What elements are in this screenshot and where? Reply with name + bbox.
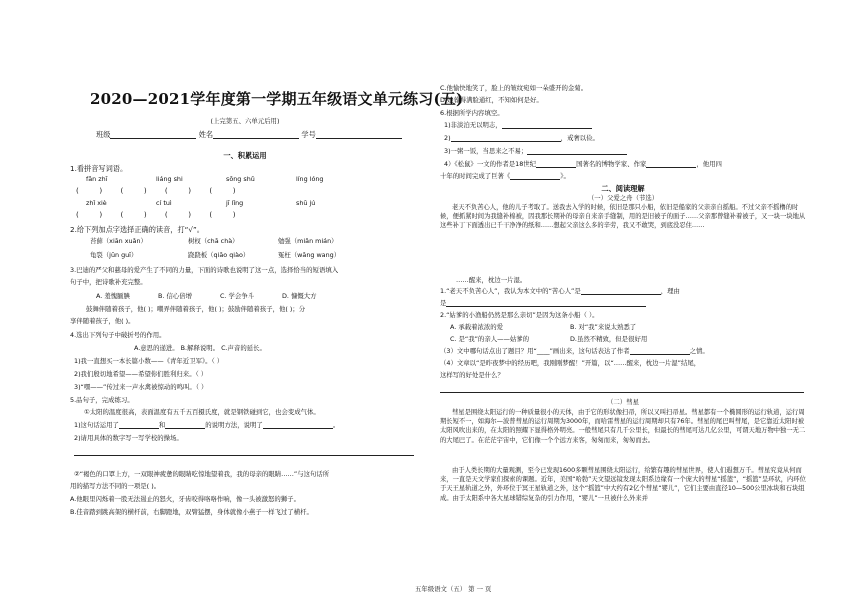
q5b-quote-2[interactable]: 用的描写方法不同的一项是( )。	[70, 482, 161, 490]
section-2-heading: 二、阅读理解	[601, 184, 645, 193]
q6-item-2	[444, 134, 599, 142]
id-blank[interactable]	[316, 131, 402, 139]
r2-option-a: A. 承载着浓浓的爱	[450, 323, 504, 331]
q3-line-1[interactable]: 鼓舞伴随着孩子，他( )；嘲弄伴随着孩子，他( )；鼓励伴随着孩子，他( )；分	[86, 305, 306, 313]
q3-options	[96, 292, 317, 300]
r2-options-ab	[450, 323, 636, 331]
q5-sub1-b: 和	[158, 421, 166, 429]
class-label: 班级	[96, 130, 111, 139]
q4-item-2[interactable]: 2)我们殷切地希望——希望你们胜利归来。（ ）	[74, 370, 208, 378]
q6-blank-5[interactable]	[646, 160, 696, 168]
q6-item-4-c: ，他用四	[696, 160, 722, 168]
class-blank[interactable]	[110, 131, 196, 139]
q6-blank-4[interactable]	[536, 160, 576, 168]
q1-pinyin: jī lǐng	[226, 199, 244, 207]
r2-option-b: B. 对“我”来说太熟悉了	[570, 323, 637, 331]
q5-blank-1[interactable]	[119, 421, 159, 429]
q6-item-4-e: 》。	[560, 172, 570, 180]
q5b-quote-1: ②“褐色的口罩上方，一双眼神疲惫的眼睛吃惊地望着我，我的母亲的眼睛……”与这句话所	[74, 470, 330, 478]
q5-blank-2[interactable]	[165, 421, 205, 429]
id-label: 学号	[301, 130, 316, 139]
q1-pinyin-row2	[86, 199, 315, 207]
q1-pinyin: liáng shi	[156, 175, 183, 183]
q4-label: 4.选出下列句子中破折号的作用。	[70, 331, 166, 339]
r1-blank-2[interactable]	[446, 299, 646, 307]
q6-blank-3[interactable]	[527, 147, 627, 155]
q6-blank-1[interactable]	[502, 121, 592, 129]
q5-sub1-c: 的说明方法，说明了	[205, 421, 263, 429]
q2-option[interactable]: 勉强（miǎn mián）	[278, 237, 338, 245]
q1-pinyin: fān zhī	[86, 175, 108, 183]
q5-blank-3[interactable]	[263, 421, 333, 429]
r2-question[interactable]: 2.“姑爹的小渔船仍然是那么亲切”是因为这条小船（ ）。	[440, 311, 599, 319]
q6-item-1	[444, 121, 592, 129]
r1-text: 1.“老天不负苦心人”，我认为本文中的“苦心人”是	[440, 287, 581, 295]
q2-option[interactable]: 跷跷板（qiāo qiào）	[188, 251, 250, 259]
q2-option[interactable]: 龟裂（jūn guī）	[90, 251, 138, 259]
answer-line[interactable]	[74, 455, 414, 456]
q3-line-2[interactable]: 享伴随着孩子，他( )。	[70, 317, 135, 325]
q6-item-2-text: ，戒奢以俭。	[560, 134, 599, 142]
q1-answer-row2[interactable]: ( ) ( ) ( ) ( )	[76, 210, 236, 219]
r1-blank-1[interactable]	[581, 287, 661, 295]
r3-text: （3）文中哪句话点出了题目？用“____”画出来，这句话表达了作者	[440, 347, 630, 355]
q1-pinyin: cí tuì	[156, 199, 172, 207]
q3-stem-2: 句子中，把诗歌补充完整。	[70, 278, 147, 286]
q3-option-a: A. 羞愧腼腆	[96, 292, 130, 300]
q3-option-d: D. 慷慨大方	[282, 292, 317, 300]
r3-blank[interactable]	[630, 347, 690, 355]
q2-label: 2.给下列加点字选择正确的读音，打“√”。	[70, 225, 204, 234]
q5b-option-b: B.佳音踏到跳高架的横杆前，右脚蹬地，双臂猛摆，身体就像小燕子一样飞过了横杆。	[70, 508, 313, 516]
r1-question	[440, 287, 680, 295]
q1-answer-row1[interactable]: ( ) ( ) ( ) ( )	[76, 186, 236, 195]
page-subtitle: (上完第五、六单元后用)	[210, 117, 280, 125]
r3-question	[440, 347, 709, 355]
passage-2-text: 彗星是围绕太阳运行的一种质量很小的天体，由于它的形状像扫帚，所以又叫扫帚星。彗星都有一个椭圆形的运行轨道，运行周期长短不一，如海尔—波普彗星的运行周期为3000年，而哈雷彗星的运行周期却只有76年。彗星的尾巴叫彗尾，是它靠近太阳时被太阳风吹出来的，在太阳的照耀下显得格外明亮。一般彗尾只有几千公里长，但最长的彗尾可达几亿公里，可谓天地万物中独一无二的大尾巴了。在茫茫宇宙中，它们像一个个远方来客，匆匆而来，匆匆而去。	[440, 409, 806, 444]
q5-quote: ①太阳的温度很高，表面温度有五千五百摄氏度，就是钢铁碰到它，也会变成气体。	[84, 408, 320, 416]
q1-pinyin: shū jú	[296, 199, 316, 207]
q1-pinyin-row1	[86, 175, 323, 183]
section-1-heading: 一、积累运用	[223, 151, 267, 160]
r2-option-d: D.虽然不精致，但是很好用	[570, 335, 648, 343]
passage-1-text: 老天不负苦心人，他的儿子考取了。送我去入学的时候，依旧是那只小船，依旧是船家的父亲亲自摇船。不过父亲不摇橹的时候，便抓紧时间为我缝补棉被，因我那长期补的母亲自来亲手缝制，用的是旧被子的面子……父亲那曾缝补着被子，又一块一块地从这些补丁下面透出已千干净净的纸和……想起父亲这么多的辛劳，我又不敢哭，到底没忍住……	[440, 204, 806, 230]
q4-options: A.意思的递进。 B.解释说明。 C.声音的延长。	[134, 344, 266, 352]
q2-option[interactable]: 树杈（chā chà）	[188, 237, 239, 245]
page-title: 2020—2021学年度第一学期五年级语文单元练习(五)	[90, 90, 464, 108]
r4-question: （4）文章以“是昨夜梦中的经历吧，我刚刚梦醒！”开篇，以“……醒来，枕边一片湿”结尾，	[440, 359, 701, 367]
passage-1-tail: ……醒来，枕边一片湿。	[456, 276, 527, 284]
answer-line[interactable]	[440, 392, 804, 393]
r1-is: 是	[440, 299, 447, 307]
q6-item-3	[444, 147, 627, 155]
r1-question-cont	[440, 299, 646, 307]
r2-option-c: C. 是“我”的亲人——姑爹的	[450, 335, 530, 343]
r2-options-cd	[450, 335, 647, 343]
q4-item-1[interactable]: 1)我一直想买一本长篇小数——《青年近卫军》。（ ）	[74, 357, 224, 365]
q6-item-4-cont	[440, 172, 570, 180]
q3-option-c: C. 学会争斗	[220, 292, 255, 300]
q6-item-3-text: 3)一粥一饭，当思来之不易；	[444, 147, 528, 155]
q2-option[interactable]: 冤枉（wāng wang）	[278, 251, 341, 259]
option-d: D.她蓉得满脸通红，不知如何是好。	[440, 96, 543, 104]
q1-pinyin: zhǐ xiè	[86, 199, 107, 207]
q1-pinyin: sōng shǔ	[226, 175, 255, 183]
q3-option-b: B. 信心倍增	[158, 292, 193, 300]
student-info-row	[96, 130, 402, 139]
q1-label: 1.看拼音写词语。	[70, 164, 128, 173]
q1-pinyin: líng lóng	[296, 175, 324, 183]
r4-question-cont: 这样写的好处是什么？	[440, 371, 504, 379]
q2-line2	[90, 251, 340, 259]
q6-label: 6.根据所学内容填空。	[440, 109, 504, 117]
passage-2-text-2: 由于人类长期的大量观测，至今已发现1600多颗彗星围绕太阳运行，给繁有趣的彗星世界，使人们遐想万千。彗星究竟从何而来，一直是天文学家们探索的课题。近年，美国“哈勃”天文望远镜发现太阳系边缘有一个庞大的彗星“摇篮”，“摇篮”呈环状，内环位于天王星轨道之外，外环位于冥王星轨道之外，这个“摇篮”中大约有2亿个彗星“婴儿”，它们主要由直径10—500公里冰块和石块组成。由于太阳系中各大星球错综复杂的引力作用，“婴儿”一旦被什么外来并	[440, 467, 806, 502]
q6-item-2-prefix: 2)	[444, 134, 451, 142]
q6-item-1-text: 1)非淡泊无以明志，	[444, 121, 502, 129]
q5-sub2: 2)请用具体的数字写一写学校的操场。	[74, 434, 183, 442]
q6-blank-6[interactable]	[510, 172, 560, 180]
q6-item-4	[444, 160, 722, 168]
name-label: 姓名	[198, 130, 214, 139]
q2-line1	[90, 237, 338, 245]
q6-item-4-b: 国著名的博物学家、作家	[576, 160, 647, 168]
q5-sub1-a: 1)这句话运用了	[74, 421, 119, 429]
q2-option[interactable]: 苔藓（xiān xuǎn）	[90, 237, 147, 245]
q6-blank-2[interactable]	[451, 134, 561, 142]
q5-label: 5.品句子，完成练习。	[70, 396, 134, 404]
name-blank[interactable]	[213, 131, 299, 139]
passage-2-title: （二）彗星	[607, 398, 639, 406]
q3-stem-1: 3.巴迪的严父和慈母的爱产生了不同的力量，下面的诗歌也说明了这一点，选择恰当的短语填入	[70, 266, 339, 274]
q5-sub1-d: 。	[332, 421, 340, 429]
q6-item-4-a: 4）《松鼠》一文的作者是18世纪	[444, 160, 537, 168]
r1-reason: ，理由	[660, 287, 680, 295]
option-c: C.他愉快地笑了，脸上的皱纹宛如一朵盛开的金菊。	[440, 84, 588, 92]
q5-sub1	[74, 421, 339, 429]
passage-1-title: （一）父爱之舟（节选）	[587, 194, 659, 202]
q4-item-3[interactable]: 3)“嘿——”传过来一声水禽被惊动的鸣叫。（ ）	[74, 383, 208, 391]
r3-tail: 之情。	[689, 347, 709, 355]
q5b-option-a: A.他眼里闪烁着一股无法遏止的怒火，牙齿咬得咯咯作响，像一头被激怒的狮子。	[70, 495, 300, 503]
q6-item-4-d: 十年的时间完成了巨著《	[440, 172, 511, 180]
page-footer: 五年级语文（五） 第 一 页	[415, 585, 492, 593]
